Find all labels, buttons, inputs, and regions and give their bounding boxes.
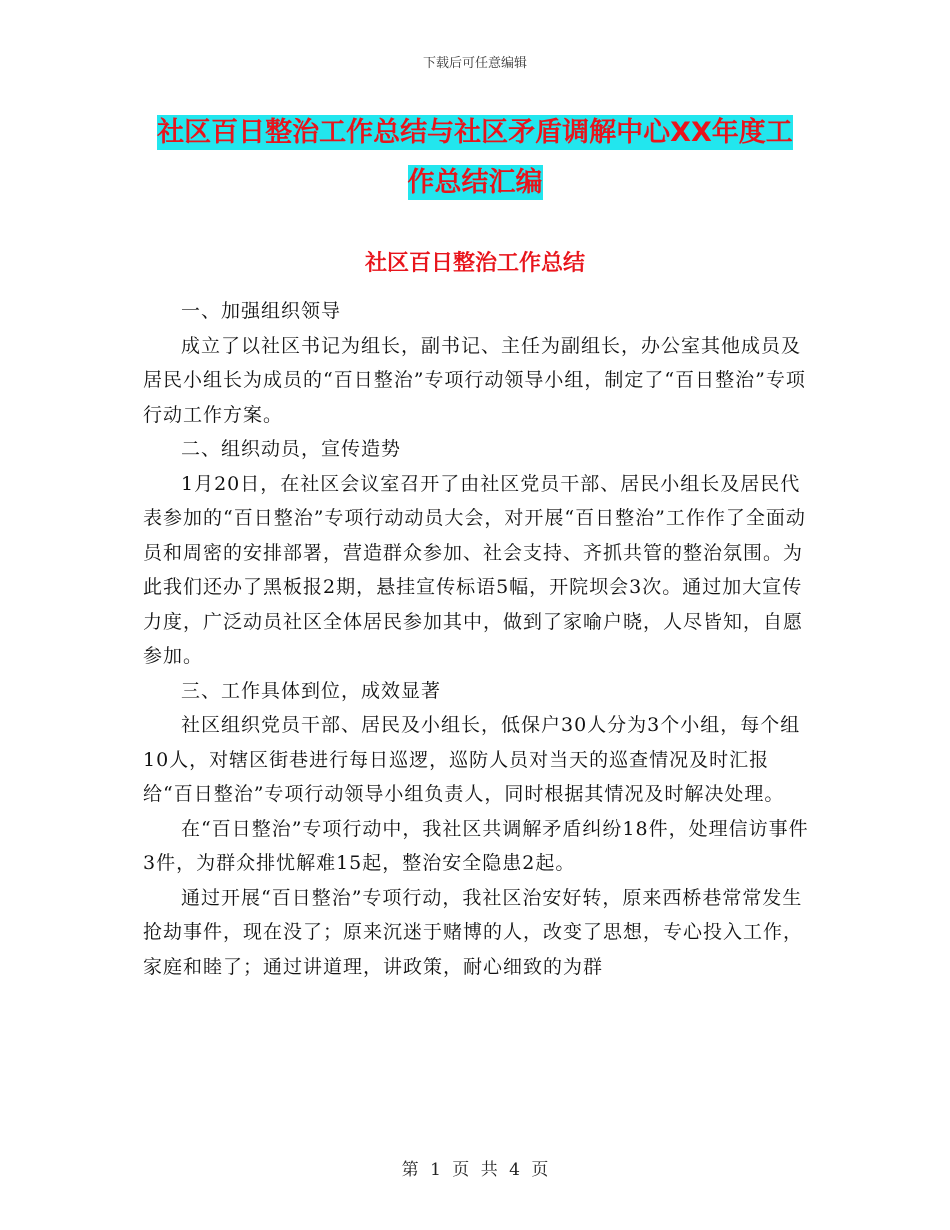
heading-2: 二、组织动员，宣传造势 bbox=[181, 438, 402, 460]
paragraph: 在“百日整治”专项行动中，我社区共调解矛盾纠纷18件，处理信访事件3件，为群众排忧解难15起，整治安全隐患2起。 bbox=[143, 817, 809, 874]
paragraph: 通过开展“百日整治”专项行动，我社区治安好转，原来西桥巷常常发生抢劫事件，现在没了；原来沉迷于赌博的人，改变了思想，专心投入工作，家庭和睦了；通过讲道理，讲政策，耐心细致的为群 bbox=[143, 886, 804, 978]
paragraph: 1月20日，在社区会议室召开了由社区党员干部、居民小组长及居民代表参加的“百日整治”专项行动动员大会，对开展“百日整治”工作作了全面动员和周密的安排部署，营造群众参加、社会支持、齐抓共管的整治氛围。为此我们还办了黑板报2期，悬挂宣传标语5幅，开院坝会3次。通过加大宣传力度，广泛动员社区全体居民参加其中，做到了家喻户晓，人尽皆知，自愿参加。 bbox=[143, 472, 806, 667]
document-body bbox=[143, 294, 813, 984]
heading-3: 三、工作具体到位，成效显著 bbox=[181, 679, 442, 702]
document-title-line-2: 作总结汇编 bbox=[407, 167, 543, 198]
document-title bbox=[0, 108, 950, 208]
header-note: 下载后可任意编辑 bbox=[422, 56, 527, 71]
paragraph: 社区组织党员干部、居民及小组长，低保户30人分为3个小组，每个组10人，对辖区街巷进行每日巡逻，巡防人员对当天的巡查情况及时汇报给“百日整治”专项行动领导小组负责人，同时根据其情况及时解决处理。 bbox=[143, 714, 801, 805]
document-title-line-1: 社区百日整治工作总结与社区矛盾调解中心XX年度工 bbox=[157, 117, 793, 148]
section-title: 社区百日整治工作总结 bbox=[364, 251, 585, 276]
page-footer: 第 1 页 共 4 页 bbox=[401, 1160, 549, 1180]
paragraph: 成立了以社区书记为组长，副书记、主任为副组长，办公室其他成员及居民小组长为成员的“百日整治”专项行动领导小组，制定了“百日整治”专项行动工作方案。 bbox=[143, 334, 806, 426]
heading-1: 一、加强组织领导 bbox=[181, 300, 342, 322]
